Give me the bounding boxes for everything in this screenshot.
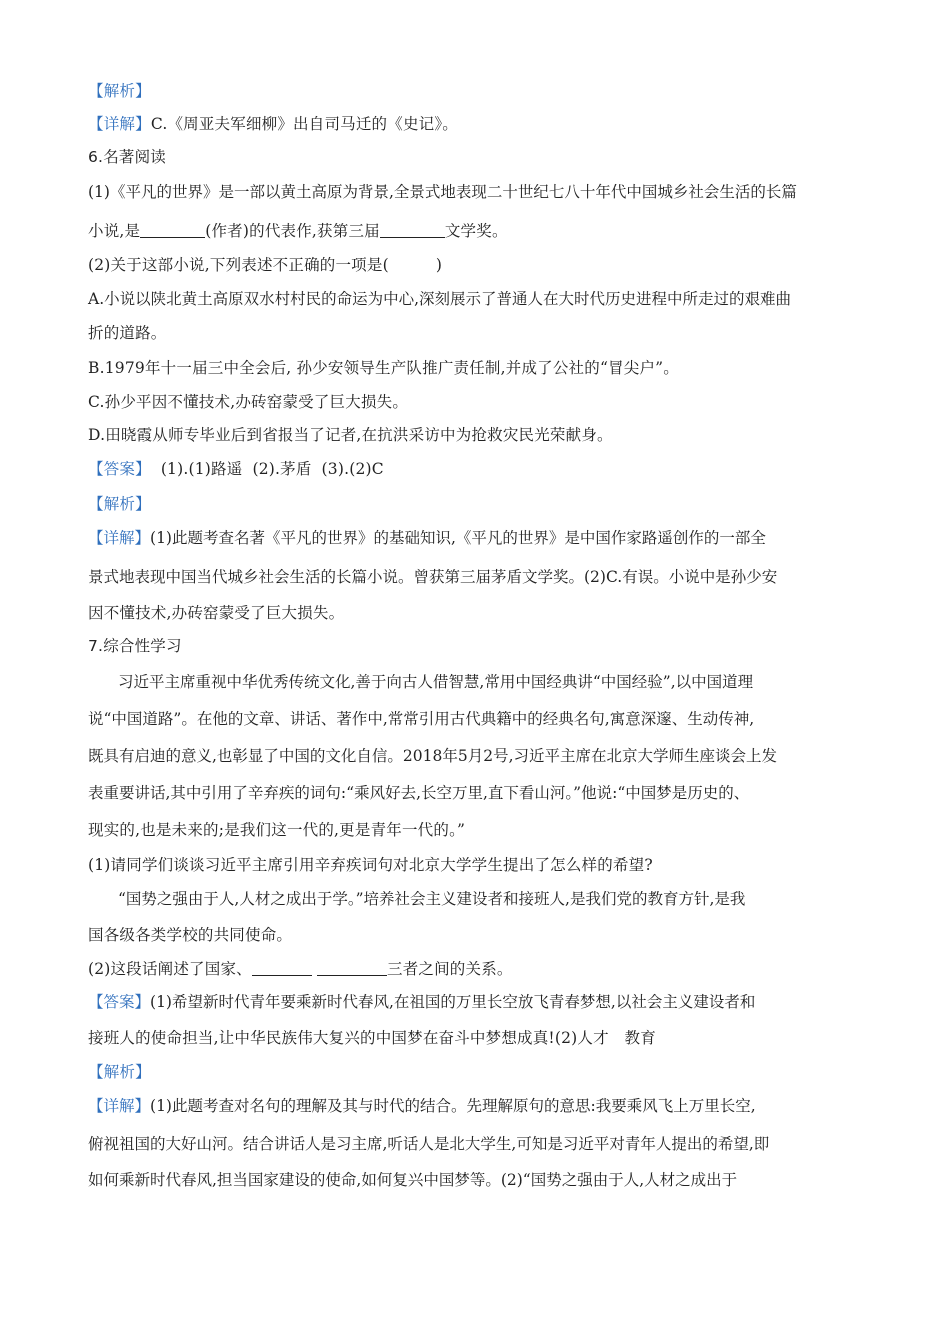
detail-line1: 【详解】(1)此题考查名著《平凡的世界》的基础知识,《平凡的世界》是中国作家路遥创作的一部全 [88, 529, 766, 547]
option-b: B.1979年十一届三中全会后, 孙少安领导生产队推广责任制,并成了公社的“冒尖户”。 [88, 359, 679, 377]
question-6-part1-line1: (1)《平凡的世界》是一部以黄土高原为背景,全景式地表现二十世纪七八十年代中国城乡社会生活的长篇 [88, 183, 797, 201]
detail-line2: 俯视祖国的大好山河。结合讲话人是习主席,听话人是北大学生,可知是习近平对青年人提出的希望,即 [88, 1135, 770, 1153]
question-7-part1: (1)请同学们谈谈习近平主席引用辛弃疾词句对北京大学学生提出了怎么样的希望? [88, 856, 653, 874]
option-a-line2: 折的道路。 [88, 324, 167, 342]
detail-line1: 【详解】(1)此题考查对名句的理解及其与时代的结合。先理解原句的意思:我要乘风飞上万里长空, [88, 1097, 756, 1115]
option-d: D.田晓霞从师专毕业后到省报当了记者,在抗洪采访中为抢救灾民光荣献身。 [88, 426, 613, 444]
detail-line3: 因不懂技术,办砖窑蒙受了巨大损失。 [88, 604, 345, 622]
answer-line2: 接班人的使命担当,让中华民族伟大复兴的中国梦在奋斗中梦想成真!(2)人才 教育 [88, 1029, 656, 1047]
passage-line1: 习近平主席重视中华优秀传统文化,善于向古人借智慧,常用中国经典讲“中国经验”,以中国道理 [118, 673, 754, 691]
quote-line1: “国势之强由于人,人材之成出于学。”培养社会主义建设者和接班人,是我们党的教育方针,是我 [118, 890, 746, 908]
detail-line: 【详解】C.《周亚夫军细柳》出自司马迁的《史记》。 [88, 115, 458, 133]
question-7-part2: (2)这段话阐述了国家、 三者之间的关系。 [88, 960, 513, 978]
passage-line2: 说“中国道路”。在他的文章、讲话、著作中,常常引用古代典籍中的经典名句,寓意深邃、生动传神, [88, 710, 755, 728]
question-6-heading: 6.名著阅读 [88, 148, 166, 166]
blank-1[interactable] [252, 960, 312, 976]
passage-line3: 既具有启迪的意义,也彰显了中国的文化自信。2018年5月2号,习近平主席在北京大学师生座谈会上发 [88, 747, 778, 765]
question-6-part1-line2: 小说,是 (作者)的代表作,获第三届 文学奖。 [88, 222, 508, 240]
answer-line: 【答案】 (1).(1)路遥 (2).茅盾 (3).(2)C [88, 460, 384, 478]
passage-line5: 现实的,也是未来的;是我们这一代的,更是青年一代的。” [88, 821, 466, 839]
analysis-tag: 【解析】 [88, 495, 151, 513]
option-c: C.孙少平因不懂技术,办砖窑蒙受了巨大损失。 [88, 393, 409, 411]
option-a-line1: A.小说以陕北黄土高原双水村村民的命运为中心,深刻展示了普通人在大时代历史进程中所走过的艰难曲 [88, 290, 792, 308]
detail-line2: 景式地表现中国当代城乡社会生活的长篇小说。曾获第三届茅盾文学奖。(2)C.有误。小说中是孙少安 [88, 568, 778, 586]
quote-line2: 国各级各类学校的共同使命。 [88, 926, 293, 944]
award-blank[interactable] [380, 222, 445, 238]
question-6-part2: (2)关于这部小说,下列表述不正确的一项是( ) [88, 256, 443, 274]
analysis-tag: 【解析】 [88, 1063, 151, 1081]
question-7-heading: 7.综合性学习 [88, 637, 182, 655]
passage-line4: 表重要讲话,其中引用了辛弃疾的词句:“乘风好去,长空万里,直下看山河。”他说:“中国梦是历史的、 [88, 784, 750, 802]
blank-2[interactable] [317, 960, 387, 976]
author-blank[interactable] [140, 222, 205, 238]
answer-line1: 【答案】(1)希望新时代青年要乘新时代春风,在祖国的万里长空放飞青春梦想,以社会主义建设者和 [88, 993, 756, 1011]
detail-line3: 如何乘新时代春风,担当国家建设的使命,如何复兴中国梦等。(2)“国势之强由于人,人材之成出于 [88, 1171, 738, 1189]
analysis-tag: 【解析】 [88, 82, 151, 100]
